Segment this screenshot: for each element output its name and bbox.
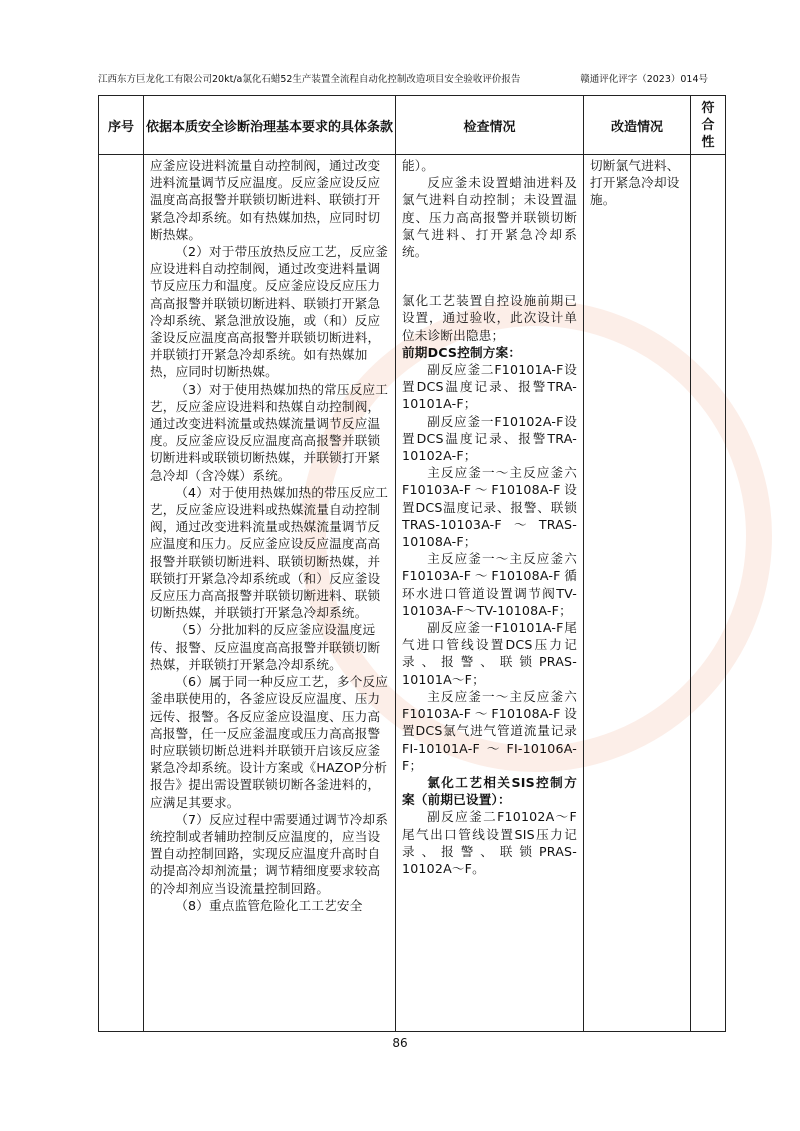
page-header	[98, 71, 708, 85]
basis-para-5: （5）分批加料的反应釜应设温度远传、报警、反应温度高高报警并联锁切断热媒，并联锁打开紧急冷却系统。	[150, 622, 381, 672]
rectify-text: 切断氯气进料、打开紧急冷却设施。	[590, 158, 680, 208]
basis-para-4: （4）对于使用热媒加热的带压反应工艺，反应釜应设进料或热媒流量自动控制阀，通过改变进料流量或热媒流量调节反应温度和压力。反应釜应设反应温度高高报警并联锁切断进料、联锁切断热媒，并联锁打开紧急冷却系统或（和）反应釜设反应压力高高报警并联锁切断进料、联锁切断热媒，并联锁打开紧急冷却系统。	[150, 484, 389, 621]
page-number: 86	[392, 1036, 408, 1050]
table-header-row	[99, 96, 726, 155]
basis-para-8: （8）重点监管危险化工工艺安全	[175, 897, 363, 913]
report-code: 赣通评化评字（2023）014号	[580, 74, 708, 85]
seq-cell	[99, 155, 144, 1032]
check-para-3: 氯化工艺装置自控设施前期已设置，通过验收，此次设计单位未诊断出隐患；	[402, 293, 577, 343]
header-conform	[691, 96, 726, 155]
check-cell	[396, 155, 584, 1032]
check-para-8: 主反应釜一～主反应釜六F10103A-F～F10108A-F循环水进口管道设置调节阀TV-10103A-F～TV-10108A-F；	[402, 551, 577, 618]
header-rectify: 改造情况	[584, 96, 691, 155]
basis-para-1: 应釜应设进料流量自动控制阀，通过改变进料流量调节反应温度。反应釜应设反应温度高高报警并联锁切断进料、联锁打开紧急冷却系统。如有热媒加热，应同时切断热媒。	[150, 158, 381, 242]
header-conform-label: 符合性	[701, 100, 715, 150]
table-row	[99, 155, 726, 1032]
conform-cell	[691, 155, 726, 1032]
basis-para-7: （7）反应过程中需要通过调节冷却系统控制或者辅助控制反应温度的，应当设置自动控制回路，实现反应温度升高时自动提高冷却剂流量；调节精细度要求较高的冷却剂应当设流量控制回路。	[150, 811, 389, 896]
check-para-1: 能）。	[402, 158, 435, 173]
check-para-9: 副反应釜一F10101A-F尾气进口管线设置DCS压力记录、报警、联锁PRAS-10101A～F；	[402, 620, 577, 687]
check-para-11: 氯化工艺相关SIS控制方案（前期已设置）：	[402, 774, 577, 808]
check-para-7: 主反应釜一～主反应釜六F10103A-F～F10108A-F设置DCS温度记录、报警、联锁TRAS-10103A-F～TRAS-10108A-F；	[402, 465, 577, 550]
header-basis: 依据本质安全诊断治理基本要求的具体条款	[144, 96, 396, 155]
header-check: 检查情况	[396, 96, 584, 155]
check-para-12: 副反应釜二F10102A～F尾气出口管线设置SIS压力记录、报警、联锁PRAS-10102A～F。	[402, 809, 577, 876]
check-para-5: 副反应釜二F10101A-F设置DCS温度记录、报警TRA-10101A-F；	[402, 362, 577, 412]
check-para-2: 反应釜未设置蜡油进料及氯气进料自动控制；未设置温度、压力高高报警并联锁切断氯气进料、打开紧急冷却系统。	[402, 175, 577, 260]
basis-para-3: （3）对于使用热媒加热的常压反应工艺，反应釜应设进料和热媒自动控制阀，通过改变进料流量或热媒流量调节反应温度。反应釜应设反应温度高高报警并联锁切断进料或联锁切断热媒，并联锁打开紧急冷却（含冷媒）系统。	[150, 381, 389, 483]
basis-para-6: （6）属于同一种反应工艺，多个反应釜串联使用的，各釜应设反应温度、压力远传、报警。各反应釜应设温度、压力高高报警，任一反应釜温度或压力高高报警时应联锁切断总进料并联锁开启该反应釜紧急冷却系统。设计方案或《HAZOP分析报告》提出需设置联锁切断各釜进料的，应满足其要求。	[150, 674, 389, 810]
report-title: 江西东方巨龙化工有限公司20kt/a氯化石蜡52生产装置全流程自动化控制改造项目安全验收评价报告	[98, 74, 521, 85]
basis-para-2: （2）对于带压放热反应工艺，反应釜应设进料自动控制阀，通过改变进料量调节反应压力和温度。反应釜应设反应压力高高报警并联锁切断进料、联锁打开紧急冷却系统、紧急泄放设施，或（和）反应釜设反应温度高高报警并联锁切断进料，并联锁打开紧急冷却系统。如有热媒加热，应同时切断热媒。	[150, 244, 389, 380]
basis-cell	[144, 155, 396, 1032]
rectify-cell	[584, 155, 691, 1032]
check-para-10: 主反应釜一～主反应釜六F10103A-F～F10108A-F设置DCS氯气进气管道流量记录FI-10101A-F～FI-10106A-F；	[402, 688, 577, 773]
audit-table	[98, 95, 726, 1032]
check-para-4: 前期DCS控制方案：	[402, 344, 522, 360]
check-para-6: 副反应釜一F10102A-F设置DCS温度记录、报警TRA-10102A-F；	[402, 413, 577, 464]
header-seq: 序号	[99, 96, 144, 155]
check-gap	[402, 260, 577, 292]
